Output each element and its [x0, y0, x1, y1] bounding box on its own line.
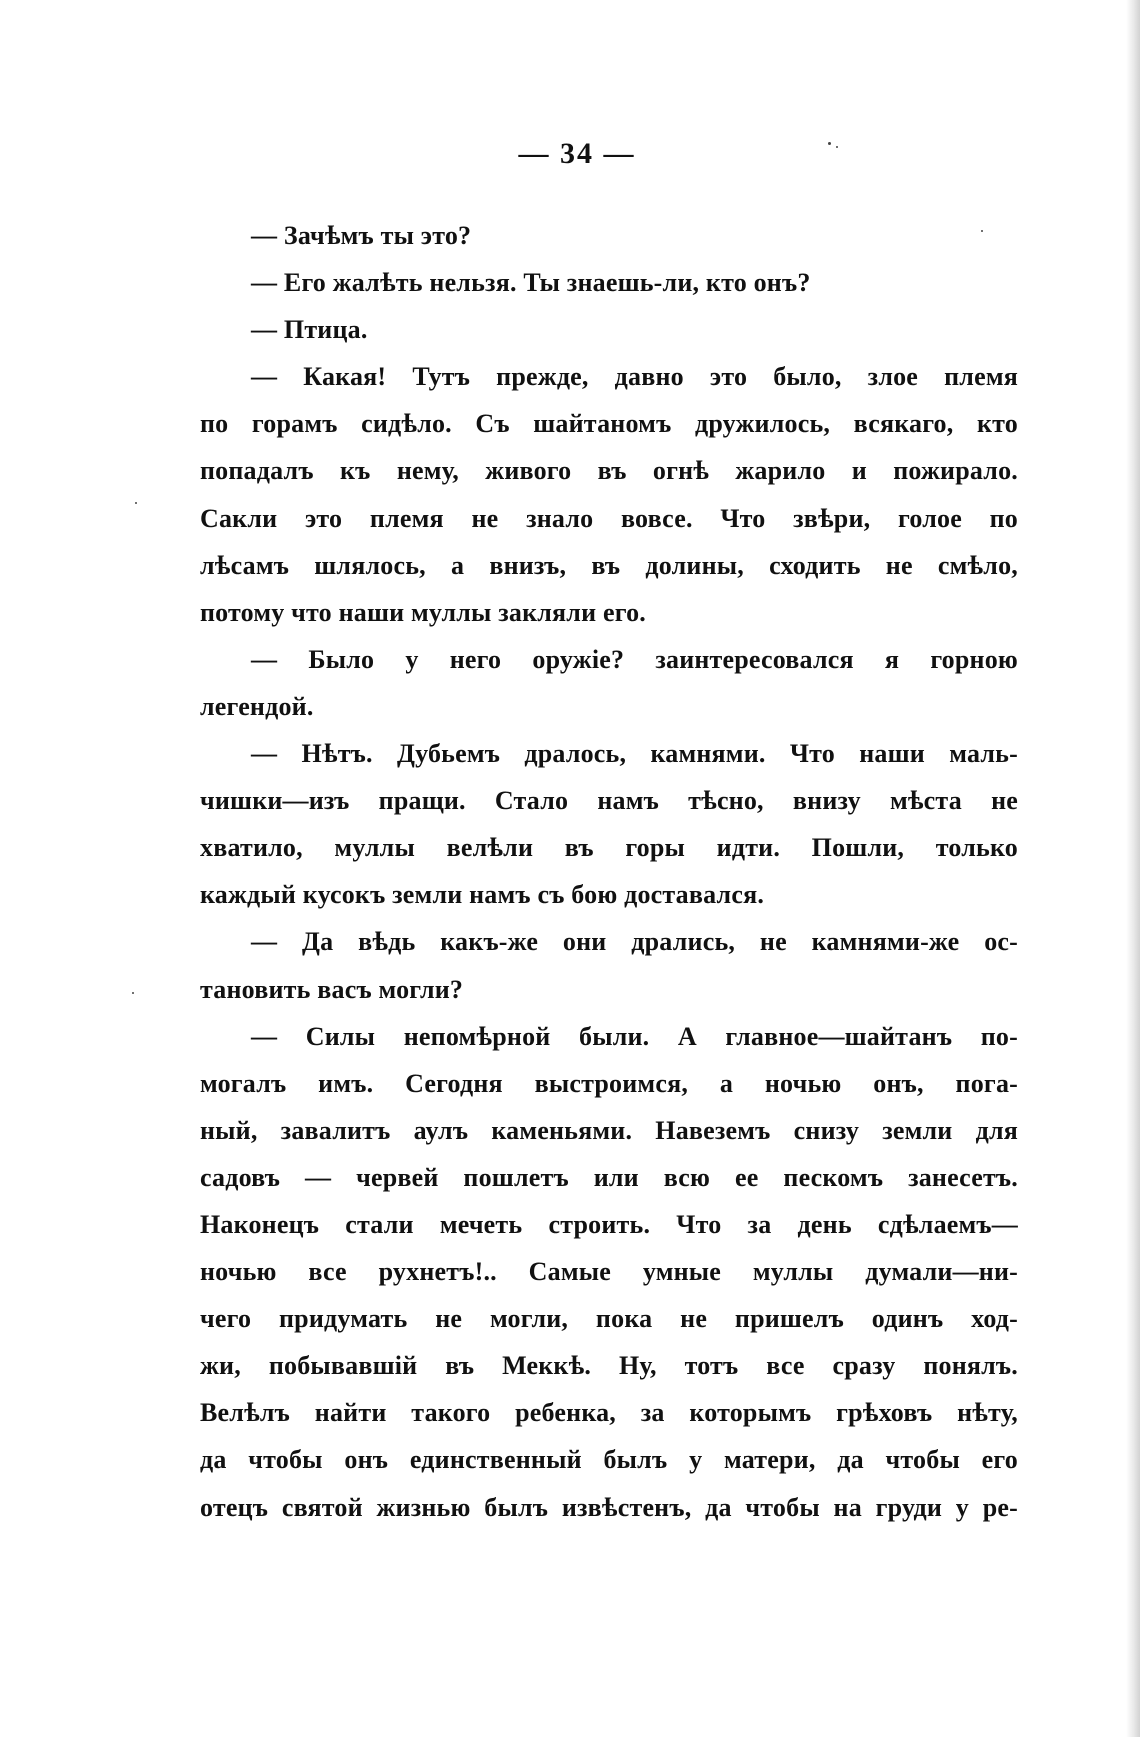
text-line: да чтобы онъ единственный былъ у матери, да чтобы его: [200, 1445, 1018, 1475]
page-number: — 34 —: [518, 137, 636, 170]
text-line: тановить васъ могли?: [200, 974, 464, 1004]
print-speck: [132, 992, 134, 994]
text-line: — Птица.: [251, 315, 368, 345]
text-line: — Силы непомѣрной были. А главное—шайтанъ по-: [251, 1021, 1018, 1051]
text-line: — Какая! Тутъ прежде, давно это было, злое племя: [251, 362, 1018, 392]
text-line: каждый кусокъ земли намъ съ бою доставался.: [200, 880, 765, 910]
text-line: — Нѣтъ. Дубьемъ дралось, камнями. Что наши маль-: [251, 739, 1018, 769]
text-line: — Зачѣмъ ты это?: [251, 221, 472, 250]
text-line: ный, завалитъ аулъ каменьями. Навеземъ снизу земли для: [200, 1115, 1018, 1145]
text-line: по горамъ сидѣло. Съ шайтаномъ дружилось, всякаго, кто: [200, 409, 1018, 439]
text-line: попадалъ къ нему, живого въ огнѣ жарило и пожирало.: [200, 456, 1018, 486]
text-line: — Было у него оружіе? заинтересовался я горною: [251, 644, 1018, 674]
text-line: чишки—изъ пращи. Стало намъ тѣсно, внизу мѣста не: [200, 786, 1018, 816]
text-line: — Да вѣдь какъ-же они дрались, не камнями-же ос-: [251, 927, 1018, 957]
print-speck: [135, 502, 137, 504]
body-text: [200, 212, 1018, 1531]
text-line: Сакли это племя не знало вовсе. Что звѣри, голое по: [200, 503, 1018, 533]
text-line: могалъ имъ. Сегодня выстроимся, а ночью онъ, пога-: [200, 1068, 1018, 1098]
page-edge-shadow: [1126, 0, 1140, 1737]
text-line: потому что наши муллы закляли его.: [200, 597, 646, 627]
text-line: хватило, муллы велѣли въ горы идти. Пошли, только: [200, 833, 1018, 863]
text-line: садовъ — червей пошлетъ или всю ее пескомъ занесетъ.: [200, 1162, 1018, 1192]
text-line: жи, побывавшій въ Меккѣ. Ну, тотъ все сразу понялъ.: [200, 1351, 1018, 1381]
text-line: Наконецъ стали мечеть строить. Что за день сдѣлаемъ—: [200, 1209, 1018, 1239]
text-line: отецъ святой жизнью былъ извѣстенъ, да чтобы на груди у ре-: [200, 1492, 1018, 1522]
text-line: — Его жалѣть нельзя. Ты знаешь-ли, кто онъ?: [251, 268, 811, 298]
text-line: Велѣлъ найти такого ребенка, за которымъ грѣховъ нѣту,: [200, 1398, 1018, 1428]
text-line: легендой.: [200, 691, 314, 721]
text-line: лѣсамъ шлялось, а внизъ, въ долины, сходить не смѣло,: [200, 550, 1018, 580]
text-line: чего придумать не могли, пока не пришелъ одинъ ход-: [200, 1304, 1018, 1334]
text-line: ночью все рухнетъ!.. Самые умные муллы думали—ни-: [200, 1257, 1018, 1287]
